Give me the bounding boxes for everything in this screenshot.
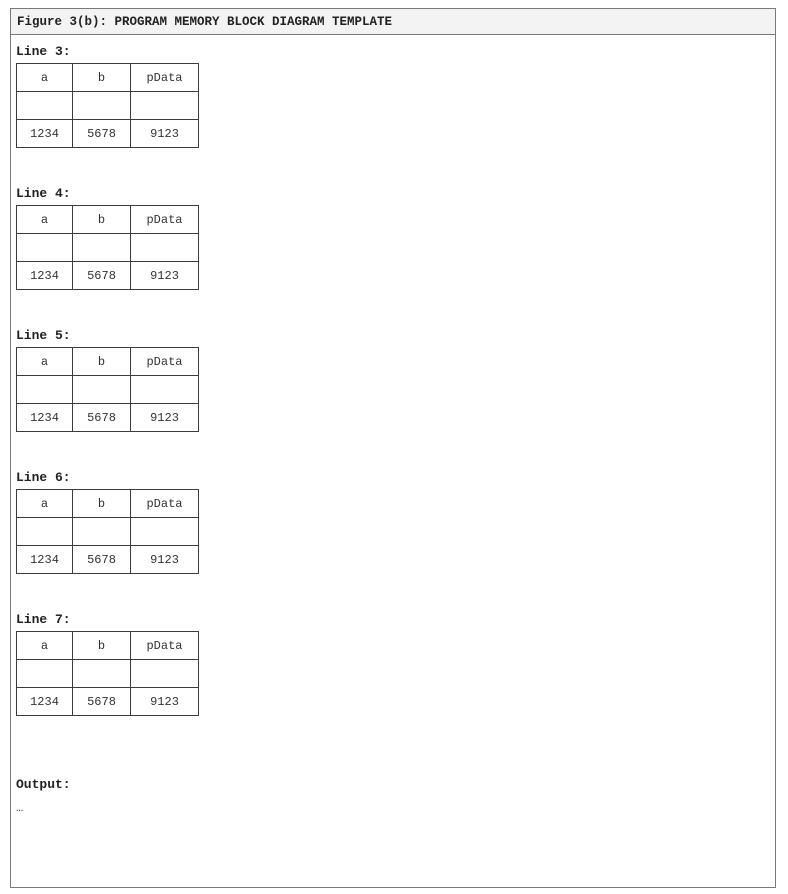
output-value[interactable]: … [16,801,24,815]
value-cell-b[interactable] [73,234,131,262]
header-cell-a: a [17,490,73,518]
address-cell-b: 5678 [73,262,131,290]
header-cell-b: b [73,64,131,92]
header-cell-a: a [17,64,73,92]
address-cell-pdata: 9123 [131,120,199,148]
header-row [17,632,199,660]
header-row [17,206,199,234]
address-cell-b: 5678 [73,688,131,716]
value-cell-pdata[interactable] [131,234,199,262]
value-cell-b[interactable] [73,376,131,404]
header-cell-a: a [17,206,73,234]
address-cell-pdata: 9123 [131,404,199,432]
memory-table [16,489,199,574]
memory-table [16,205,199,290]
output-label: Output: [16,777,71,792]
memory-table [16,347,199,432]
value-row [17,92,199,120]
value-cell-a[interactable] [17,660,73,688]
line-label: Line 4: [16,186,71,201]
address-row [17,262,199,290]
address-cell-a: 1234 [17,262,73,290]
figure-frame [10,8,776,888]
address-cell-a: 1234 [17,120,73,148]
address-cell-a: 1234 [17,404,73,432]
value-cell-a[interactable] [17,376,73,404]
value-row [17,660,199,688]
address-cell-b: 5678 [73,546,131,574]
header-cell-b: b [73,348,131,376]
value-row [17,234,199,262]
value-row [17,518,199,546]
memory-block-line-7 [16,611,199,716]
address-cell-pdata: 9123 [131,688,199,716]
address-row [17,404,199,432]
header-cell-pdata: pData [131,206,199,234]
value-cell-a[interactable] [17,92,73,120]
header-row [17,490,199,518]
header-cell-a: a [17,348,73,376]
value-cell-pdata[interactable] [131,376,199,404]
address-cell-b: 5678 [73,404,131,432]
value-cell-b[interactable] [73,660,131,688]
address-cell-a: 1234 [17,546,73,574]
value-cell-pdata[interactable] [131,518,199,546]
line-label: Line 7: [16,612,71,627]
header-cell-pdata: pData [131,348,199,376]
header-cell-pdata: pData [131,490,199,518]
memory-block-line-6 [16,469,199,574]
value-cell-a[interactable] [17,518,73,546]
header-cell-pdata: pData [131,632,199,660]
value-cell-b[interactable] [73,92,131,120]
memory-table [16,631,199,716]
memory-block-line-5 [16,327,199,432]
memory-block-line-4 [16,185,199,290]
memory-block-line-3 [16,43,199,148]
header-cell-pdata: pData [131,64,199,92]
header-row [17,348,199,376]
line-label: Line 3: [16,44,71,59]
value-cell-pdata[interactable] [131,92,199,120]
value-cell-pdata[interactable] [131,660,199,688]
header-cell-a: a [17,632,73,660]
header-cell-b: b [73,490,131,518]
address-row [17,688,199,716]
address-cell-pdata: 9123 [131,262,199,290]
header-cell-b: b [73,206,131,234]
address-cell-pdata: 9123 [131,546,199,574]
value-row [17,376,199,404]
memory-table [16,63,199,148]
line-label: Line 6: [16,470,71,485]
address-cell-a: 1234 [17,688,73,716]
address-cell-b: 5678 [73,120,131,148]
line-label: Line 5: [16,328,71,343]
figure-title: Figure 3(b): PROGRAM MEMORY BLOCK DIAGRAM TEMPLATE [11,9,775,35]
address-row [17,546,199,574]
value-cell-a[interactable] [17,234,73,262]
header-row [17,64,199,92]
address-row [17,120,199,148]
value-cell-b[interactable] [73,518,131,546]
header-cell-b: b [73,632,131,660]
